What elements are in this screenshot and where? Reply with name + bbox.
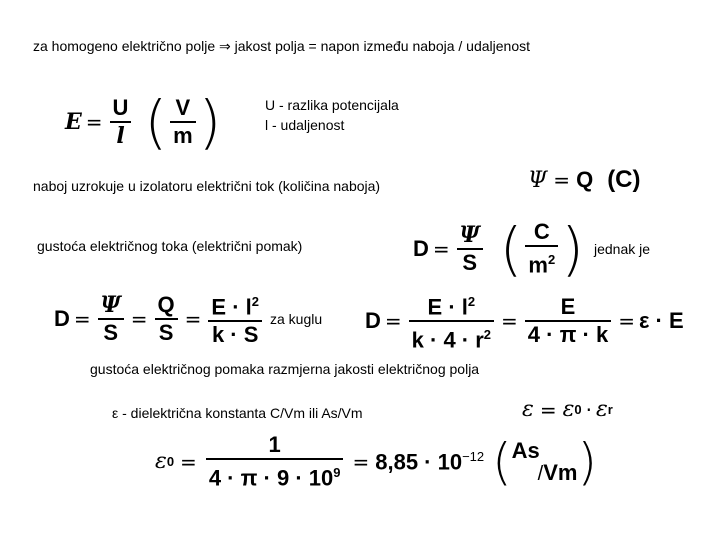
- symbol-epsilon: ε: [562, 397, 575, 422]
- def-l: l - udaljenost: [265, 117, 345, 133]
- def-u: U - razlika potencijala: [265, 97, 399, 113]
- za-kuglu-label: za kuglu: [270, 311, 323, 327]
- unit-num: V: [175, 95, 191, 120]
- subscript: 0: [166, 454, 175, 470]
- symbol-psi: Ψ: [528, 167, 548, 193]
- intro-line: za homogeno električno polje ⇒ jakost polja = napon između naboja / udaljenost: [33, 38, 530, 54]
- exp: 9: [333, 465, 341, 480]
- flux-line: naboj uzrokuje u izolatoru električni tok (količina naboja): [33, 178, 381, 194]
- frac-num: E · l: [211, 294, 252, 320]
- frac-num: Ψ: [100, 291, 121, 318]
- frac-num: U: [112, 95, 129, 120]
- frac-den: 4 · π · 9 · 10: [208, 465, 334, 491]
- symbol-epsilon: ε: [595, 397, 608, 422]
- symbol-epsilon: ε: [522, 397, 534, 422]
- formula-displacement-expanded: D = $\frac{\Psi}{S}$ = $\frac{Q}{S}$ = $\frac{E \cdot l^2}{k \cdot S}$: [54, 289, 265, 348]
- frac-den: k · 4 · r: [411, 327, 484, 353]
- unit-den: Vm: [543, 459, 578, 485]
- unit-coulomb: (C): [607, 166, 641, 193]
- symbol-d: D: [54, 305, 70, 331]
- symbol-d: D: [413, 236, 429, 261]
- formula-field-strength: E = $\frac{U}{l}$ ( $\frac{V}{m}$ ): [65, 88, 222, 156]
- frac-den: k · S: [211, 322, 259, 348]
- frac-den: 4 · π · k: [527, 322, 609, 348]
- unit-exp: 2: [547, 252, 556, 268]
- frac-num: 1: [268, 432, 281, 457]
- frac-den: S: [103, 319, 119, 345]
- symbol-q: Q: [576, 167, 594, 192]
- exp: 2: [483, 327, 492, 343]
- frac-num: Ψ: [459, 222, 480, 248]
- formula-vacuum-permittivity: ε 0 = $\frac{1}{4 \cdot \pi \cdot 9 \cdot 10^9}$ = $8,85 \cdot 10^{-12}$ ( As /Vm ): [155, 432, 597, 491]
- unit-num: C: [533, 219, 550, 245]
- symbol-e: E: [65, 109, 82, 135]
- formula-sphere: D = $\frac{E \cdot l^2}{k \cdot 4 \cdot r^2}$ = $\frac{E}{4 \cdot \pi \cdot k}$ = ε · E: [365, 294, 684, 353]
- value: 8,85 · 10: [375, 448, 463, 474]
- jednak-je-label: jednak je: [594, 241, 651, 257]
- frac-den: S: [462, 250, 478, 275]
- frac-num: E · l: [427, 294, 468, 320]
- symbol-epsilon: ε: [155, 449, 167, 475]
- subscript: 0: [574, 402, 582, 417]
- frac-num: E: [560, 294, 576, 320]
- frac-den: l: [116, 123, 125, 149]
- frac-num: Q: [157, 291, 175, 317]
- exp: 2: [467, 294, 476, 309]
- displacement-line: gustoća električnog toka (električni pomak): [37, 238, 303, 254]
- unit-den: m: [173, 123, 193, 148]
- formula-displacement: D = $\frac{\Psi}{S}$ ( $\frac{C}{m^2}$ ): [413, 215, 584, 283]
- formula-flux: Ψ = Q (C): [528, 166, 641, 193]
- unit-num: As: [511, 437, 540, 463]
- exp: 2: [251, 294, 259, 309]
- formula-permittivity: ε = ε 0 · ε r: [522, 397, 613, 422]
- epsilon-e: ε · E: [638, 308, 684, 334]
- exp: −12: [462, 448, 485, 464]
- subscript: r: [607, 402, 613, 417]
- frac-den: S: [158, 319, 174, 345]
- dielectric-line: ε - dielektrična konstanta C/Vm ili As/Vm: [112, 405, 363, 421]
- proportional-line: gustoća električnog pomaka razmjerna jakosti električnog polja: [90, 361, 480, 377]
- symbol-d: D: [365, 308, 381, 334]
- unit-den: m: [528, 252, 548, 278]
